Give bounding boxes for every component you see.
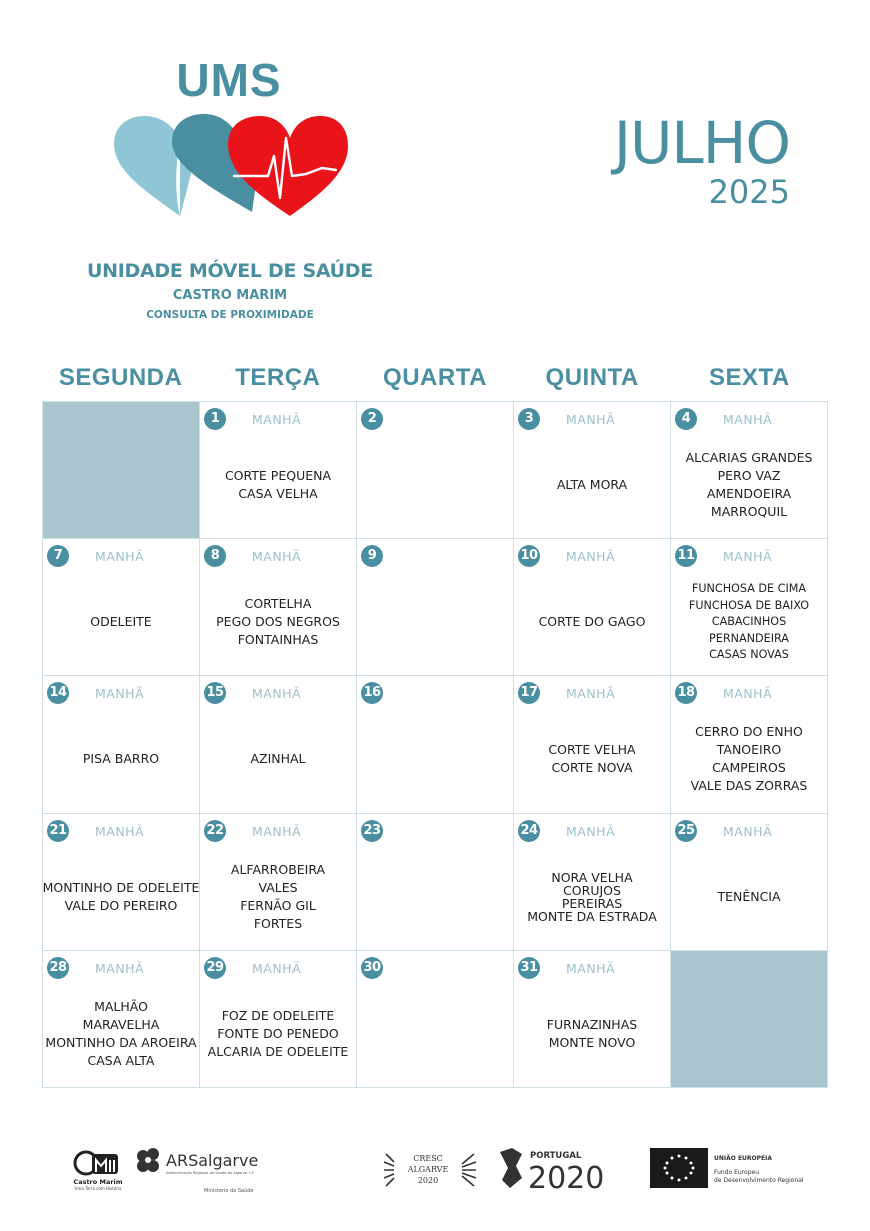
day-number-badge: 11: [675, 545, 697, 567]
period-label: MANHÃ: [95, 960, 145, 976]
cresc-year: 2020: [417, 1176, 439, 1185]
day-cell: [357, 951, 514, 1088]
period-label: MANHÃ: [252, 549, 302, 565]
place-list: [43, 985, 199, 1083]
period-label: MANHÃ: [566, 960, 616, 976]
place-list: [200, 985, 356, 1083]
page-header: [0, 0, 870, 360]
day-number-badge: 15: [204, 682, 226, 704]
day-number-badge: 18: [675, 682, 697, 704]
place-list: [514, 710, 670, 808]
ums-title: UMS: [176, 54, 282, 106]
day-cell: [514, 539, 671, 676]
day-number-badge: 7: [47, 545, 69, 567]
day-number-badge: 10: [518, 545, 540, 567]
day-number-badge: 17: [518, 682, 540, 704]
place-name: CORTE NOVA: [551, 760, 633, 776]
place-list: [514, 573, 670, 671]
day-cell: [43, 539, 200, 676]
place-name: CORTE PEQUENA: [224, 468, 332, 484]
day-cell: [357, 676, 514, 813]
period-label: MANHÃ: [723, 549, 773, 565]
place-name: CERRO DO ENHO: [695, 724, 803, 740]
month-title: JULHO: [613, 109, 790, 177]
place-list: [200, 573, 356, 671]
place-name: ALCARIA DE ODELEITE: [207, 1043, 349, 1059]
weekday-header: QUINTA: [545, 364, 639, 391]
day-cell: [43, 676, 200, 813]
day-cell: [357, 539, 514, 676]
place-name: CORUJOS: [563, 882, 621, 898]
period-label: MANHÃ: [723, 412, 773, 427]
cresc-algarve-logo-icon: [382, 1148, 478, 1192]
place-list: [514, 848, 670, 946]
castro-marim-logo-icon: [72, 1148, 124, 1192]
place-name: CORTE DO GAGO: [538, 614, 646, 630]
day-cell: [200, 676, 357, 813]
day-cell: [514, 951, 671, 1088]
period-label: MANHÃ: [252, 960, 302, 976]
place-name: CASA ALTA: [87, 1052, 155, 1068]
day-cell: [514, 814, 671, 951]
empty-day-cell: [671, 951, 828, 1088]
day-number-badge: 25: [675, 820, 697, 842]
place-name: CASAS NOVAS: [709, 648, 789, 662]
place-name: AMENDOEIRA: [706, 486, 792, 502]
month-block: [614, 110, 790, 210]
weekday-header: SEXTA: [708, 364, 790, 391]
place-name: FORTES: [253, 915, 303, 931]
place-name: CORTELHA: [244, 596, 312, 612]
place-name: VALE DAS ZORRAS: [690, 778, 808, 794]
place-name: TANOEIRO: [716, 742, 782, 758]
sponsor-footer: [0, 1140, 870, 1200]
period-label: MANHÃ: [95, 686, 145, 702]
place-name: FUNCHOSA DE BAIXO: [688, 598, 810, 612]
weekday-header: TERÇA: [235, 364, 321, 391]
period-label: MANHÃ: [723, 686, 773, 702]
day-cell: [514, 402, 671, 539]
day-cell: [671, 539, 828, 676]
day-number-badge: 23: [361, 820, 383, 842]
unit-location: CASTRO MARIM: [172, 288, 288, 303]
place-name: FUNCHOSA DE CIMA: [691, 582, 807, 596]
day-number-badge: 22: [204, 820, 226, 842]
place-name: NORA VELHA: [551, 869, 633, 885]
day-number-badge: 29: [204, 957, 226, 979]
place-name: MARROQUIL: [710, 504, 788, 520]
day-number-badge: 8: [204, 545, 226, 567]
weekday-headers: [42, 364, 828, 400]
eu-flag-logo-icon: [650, 1148, 810, 1190]
day-number-badge: 30: [361, 957, 383, 979]
place-name: CORTE VELHA: [548, 742, 636, 758]
ums-logo-block: [60, 52, 400, 321]
hearts-logo-icon: [110, 114, 350, 232]
place-name: CASA VELHA: [238, 486, 318, 502]
place-name: MONTE NOVO: [548, 1034, 636, 1050]
period-label: MANHÃ: [95, 549, 145, 565]
place-name: FERNÃO GIL: [240, 897, 316, 913]
place-list: [200, 436, 356, 534]
period-label: MANHÃ: [252, 823, 302, 839]
day-cell: [200, 539, 357, 676]
day-cell: [671, 814, 828, 951]
place-name: MONTINHO DE ODELEITE: [42, 879, 200, 895]
place-name: VALE DO PEREIRO: [64, 897, 178, 913]
day-cell: [43, 951, 200, 1088]
cresc-region: ALGARVE: [407, 1165, 449, 1174]
day-cell: [357, 402, 514, 539]
eu-name: UNIÃO EUROPEIA: [714, 1155, 773, 1162]
eu-fund-line1: Fundo Europeu: [714, 1169, 760, 1176]
place-name: ODELEITE: [90, 614, 152, 630]
portugal-2020-label: 2020: [528, 1161, 605, 1192]
place-list: [514, 985, 670, 1083]
place-name: MARAVELHA: [82, 1016, 160, 1032]
day-cell: [43, 814, 200, 951]
weekday-header: SEGUNDA: [58, 364, 183, 391]
place-list: [671, 710, 827, 808]
day-number-badge: 31: [518, 957, 540, 979]
day-number-badge: 9: [361, 545, 383, 567]
castro-marim-tagline: Uma Terra com História: [74, 1186, 122, 1191]
day-cell: [514, 676, 671, 813]
place-name: AZINHAL: [250, 751, 306, 767]
place-name: TENÊNCIA: [717, 888, 781, 904]
place-name: FURNAZINHAS: [546, 1016, 638, 1032]
unit-name: UNIDADE MÓVEL DE SAÚDE: [87, 260, 373, 282]
day-number-badge: 1: [204, 408, 226, 430]
place-name: VALES: [258, 879, 298, 895]
day-number-badge: 3: [518, 408, 540, 430]
place-name: CABACINHOS: [711, 615, 787, 629]
place-name: CAMPEIROS: [712, 760, 786, 776]
period-label: MANHÃ: [566, 823, 616, 839]
place-name: ALFARROBEIRA: [230, 861, 326, 877]
day-number-badge: 14: [47, 682, 69, 704]
day-cell: [200, 814, 357, 951]
place-list: [671, 848, 827, 946]
weekday-header: QUARTA: [383, 364, 487, 391]
eu-fund-line2: de Desenvolvimento Regional: [714, 1177, 804, 1184]
portugal-2020-logo-icon: [498, 1144, 628, 1192]
place-name: PISA BARRO: [82, 751, 160, 767]
day-number-badge: 16: [361, 682, 383, 704]
place-name: MONTE DA ESTRADA: [527, 908, 657, 924]
place-list: [200, 710, 356, 808]
place-list: [514, 436, 670, 534]
place-name: FOZ DE ODELEITE: [221, 1007, 335, 1023]
place-name: MALHÃO: [94, 998, 148, 1014]
place-name: PERNANDEIRA: [709, 631, 789, 645]
day-number-badge: 2: [361, 408, 383, 430]
place-name: FONTE DO PENEDO: [217, 1025, 339, 1041]
empty-day-cell: [43, 402, 200, 539]
portugal-label: PORTUGAL: [530, 1151, 582, 1161]
unit-subtitle: CONSULTA DE PROXIMIDADE: [146, 309, 314, 321]
place-list: [200, 848, 356, 946]
period-label: MANHÃ: [723, 823, 773, 839]
place-name: PERO VAZ: [717, 468, 781, 484]
period-label: MANHÃ: [95, 823, 145, 839]
period-label: MANHÃ: [566, 686, 616, 702]
ars-algarve-logo-icon: [134, 1146, 264, 1196]
place-list: [671, 436, 827, 534]
ars-subtitle: Administração Regional de Saúde do Algarve, I.P.: [166, 1171, 255, 1175]
place-name: PEGO DOS NEGROS: [216, 614, 340, 630]
period-label: MANHÃ: [566, 549, 616, 565]
ministry-name: Ministério da Saúde: [204, 1188, 254, 1194]
ars-name: ARSalgarve: [166, 1151, 259, 1170]
day-cell: [200, 402, 357, 539]
place-name: PEREIRAS: [561, 895, 623, 911]
place-list: [43, 573, 199, 671]
day-cell: [671, 402, 828, 539]
day-number-badge: 4: [675, 408, 697, 430]
day-number-badge: 24: [518, 820, 540, 842]
calendar-grid: [42, 401, 828, 1088]
day-number-badge: 28: [47, 957, 69, 979]
place-name: MONTINHO DA AROEIRA: [45, 1034, 197, 1050]
day-number-badge: 21: [47, 820, 69, 842]
period-label: MANHÃ: [252, 686, 302, 702]
period-label: MANHÃ: [252, 412, 302, 427]
period-label: MANHÃ: [566, 412, 616, 427]
day-cell: [357, 814, 514, 951]
year-title: 2025: [708, 173, 790, 211]
place-name: ALCARIAS GRANDES: [685, 450, 813, 466]
place-name: ALTA MORA: [556, 477, 628, 493]
day-cell: [671, 676, 828, 813]
place-name: FONTAINHAS: [237, 632, 319, 648]
castro-marim-name: Castro Marim: [73, 1178, 123, 1186]
place-list: [671, 573, 827, 671]
day-cell: [200, 951, 357, 1088]
cresc-name: CRESC: [413, 1154, 443, 1163]
place-list: [43, 710, 199, 808]
place-list: [43, 848, 199, 946]
